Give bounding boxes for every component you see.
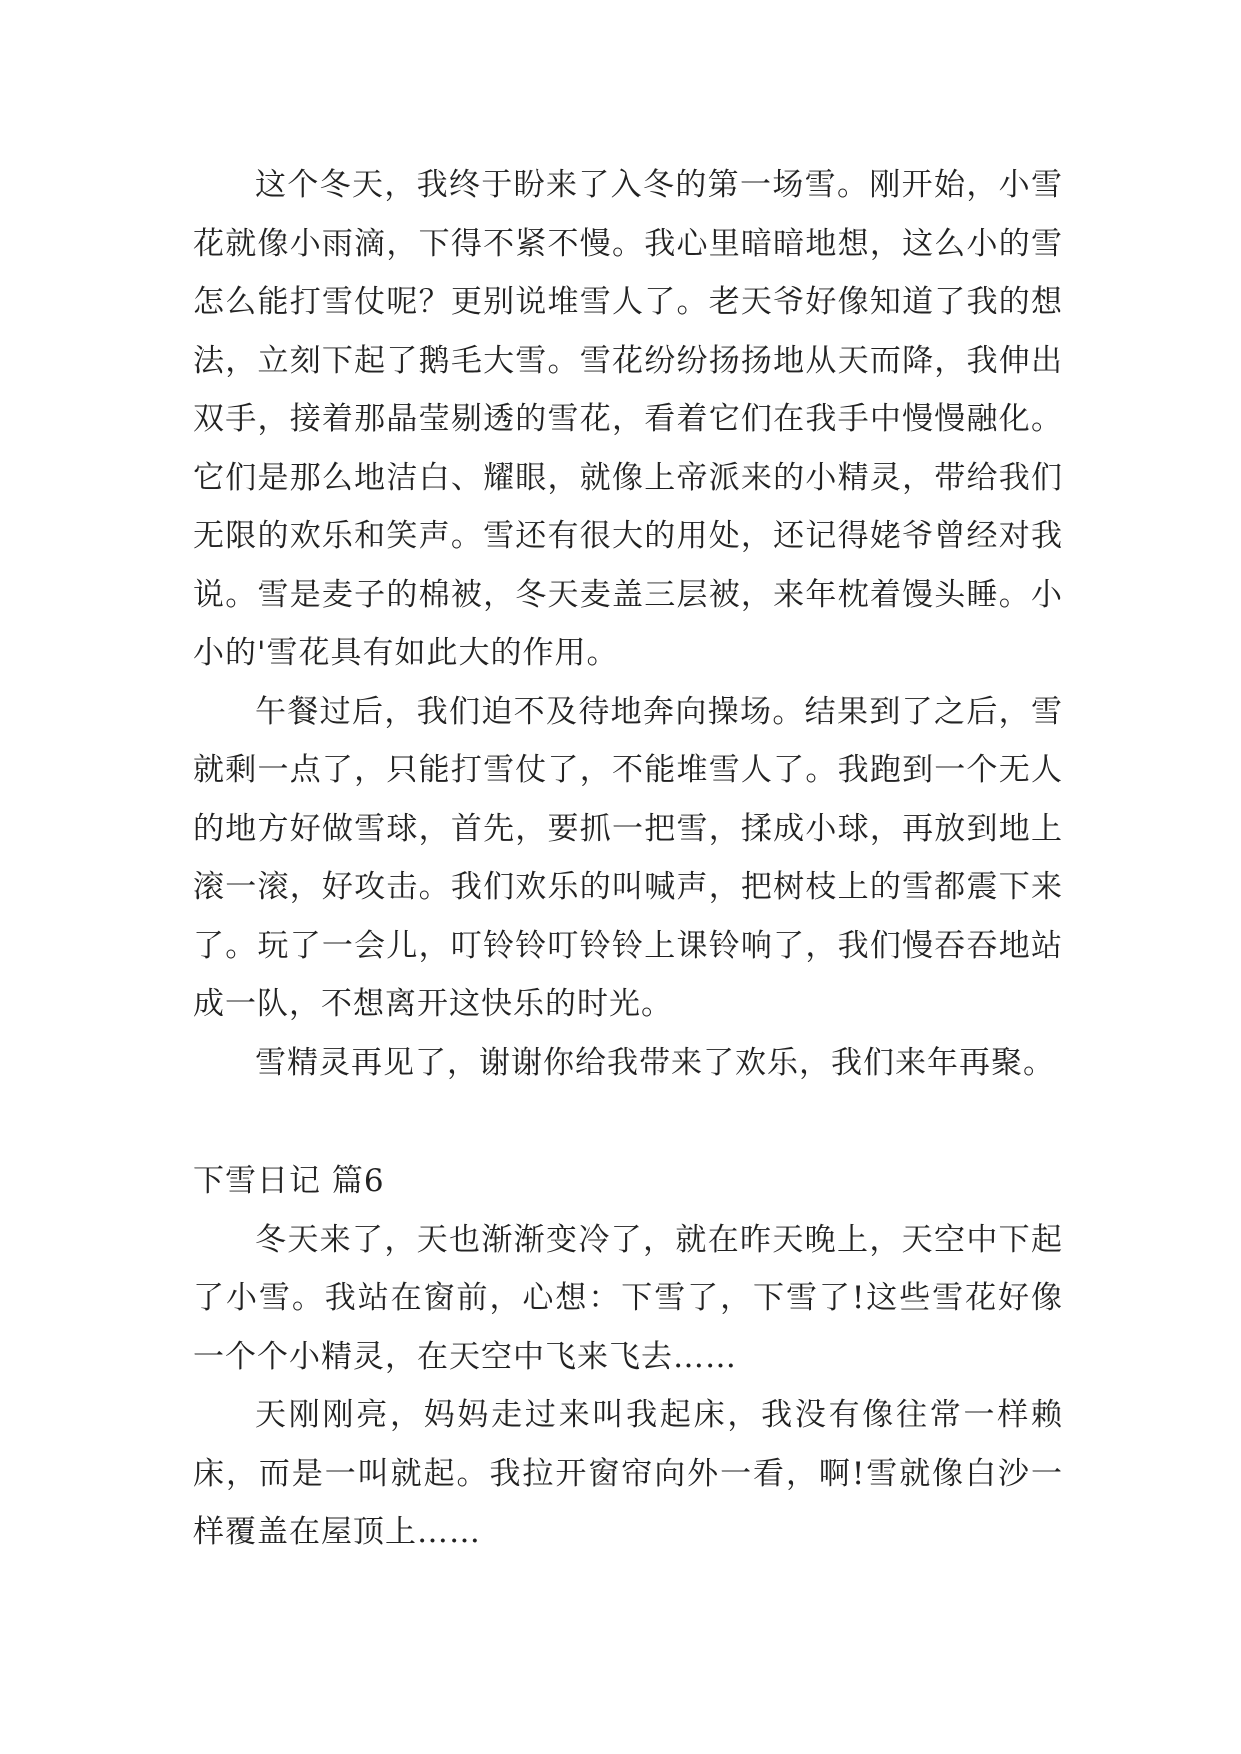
paragraph-first-snow: 这个冬天，我终于盼来了入冬的第一场雪。刚开始，小雪花就像小雨滴，下得不紧不慢。我心里暗暗地想，这么小的雪怎么能打雪仗呢？更别说堆雪人了。老天爷好像知道了我的想法，立刻下起了鹅毛大雪。雪花纷纷扬扬地从天而降，我伸出双手，接着那晶莹剔透的雪花，看着它们在我手中慢慢融化。它们是那么地洁白、耀眼，就像上帝派来的小精灵，带给我们无限的欢乐和笑声。雪还有很大的用处，还记得姥爷曾经对我说。雪是麦子的棉被，冬天麦盖三层被，来年枕着馒头睡。小小的'雪花具有如此大的作用。 bbox=[193, 167, 1063, 671]
paragraph-winter-came: 冬天来了，天也渐渐变冷了，就在昨天晚上，天空中下起了小雪。我站在窗前，心想：下雪了，下雪了!这些雪花好像一个个小精灵，在天空中飞来飞去…… bbox=[193, 1221, 1063, 1375]
text-column bbox=[193, 156, 1063, 1562]
paragraph-farewell: 雪精灵再见了，谢谢你给我带来了欢乐，我们来年再聚。 bbox=[255, 1044, 1055, 1081]
paragraph-morning: 天刚刚亮，妈妈走过来叫我起床，我没有像往常一样赖床，而是一叫就起。我拉开窗帘向外一看，啊!雪就像白沙一样覆盖在屋顶上…… bbox=[193, 1397, 1063, 1550]
section-heading: 下雪日记 篇6 bbox=[193, 1163, 385, 1199]
paragraph-after-lunch: 午餐过后，我们迫不及待地奔向操场。结果到了之后，雪就剩一点了，只能打雪仗了，不能堆雪人了。我跑到一个无人的地方好做雪球，首先，要抓一把雪，揉成小球，再放到地上滚一滚，好攻击。我们欢乐的叫喊声，把树枝上的雪都震下来了。玩了一会儿，叮铃铃叮铃铃上课铃响了，我们慢吞吞地站成一队，不想离开这快乐的时光。 bbox=[193, 693, 1063, 1022]
